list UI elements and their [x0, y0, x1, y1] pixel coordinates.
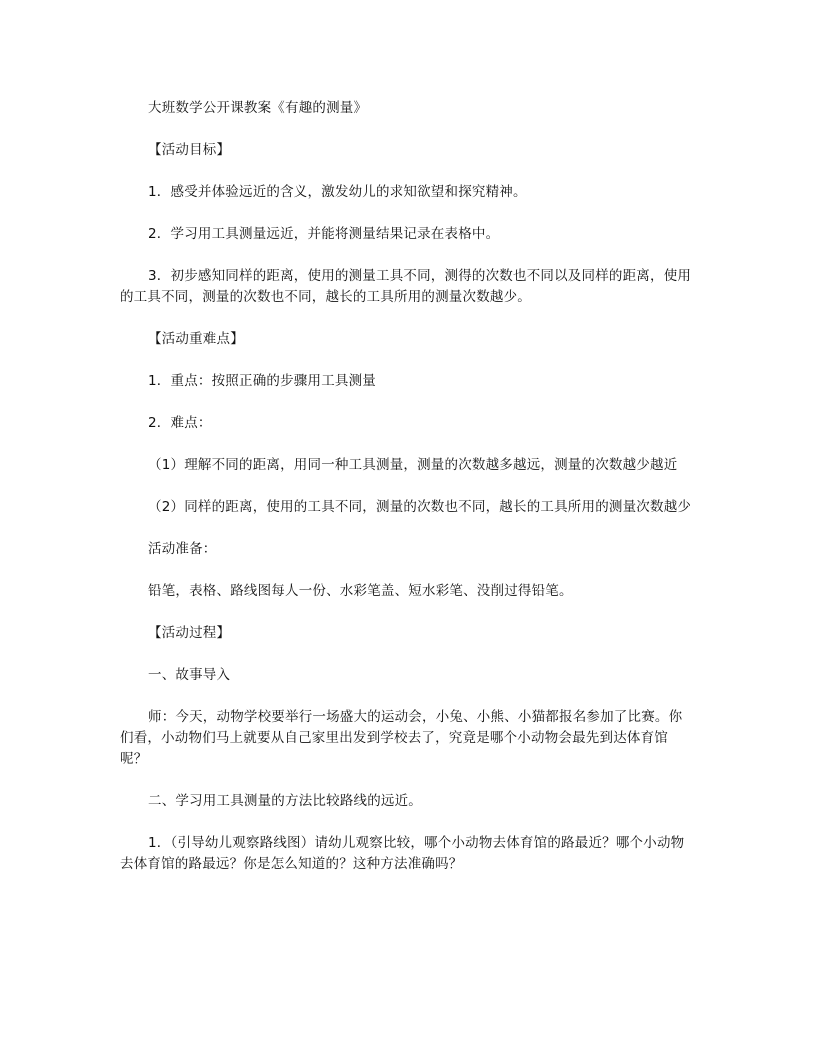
section-heading-goals: 【活动目标】 [148, 142, 231, 158]
paragraph-materials: 铅笔，表格、路线图每人一份、水彩笔盖、短水彩笔、没削过得铅笔。 [148, 583, 573, 599]
paragraph-observe-route: 1．（引导幼儿观察路线图）请幼儿观察比较，哪个小动物去体育馆的路最近？哪个小动物去体育馆的路最远？你是怎么知道的？这种方法准确吗？ [120, 835, 685, 872]
paragraph-measurement-heading: 二、学习用工具测量的方法比较路线的远近。 [148, 793, 422, 809]
paragraph-difficulty-1: （1）理解不同的距离，用同一种工具测量，测量的次数越多越远，测量的次数越少越近 [148, 457, 678, 473]
paragraph-difficulty: 2．难点： [148, 415, 212, 431]
paragraph-goal-3: 3．初步感知同样的距离，使用的测量工具不同，测得的次数也不同以及同样的距离，使用的工具不同，测量的次数也不同，越长的工具所用的测量次数越少。 [120, 268, 692, 305]
paragraph-key-point: 1．重点：按照正确的步骤用工具测量 [148, 373, 376, 389]
paragraph-goal-1: 1．感受并体验远近的含义，激发幼儿的求知欲望和探究精神。 [148, 184, 527, 200]
paragraph-story-intro-heading: 一、故事导入 [148, 667, 231, 683]
paragraph-goal-2: 2．学习用工具测量远近，并能将测量结果记录在表格中。 [148, 226, 500, 242]
section-heading-key-points: 【活动重难点】 [148, 331, 244, 347]
document-title: 大班数学公开课教案《有趣的测量》 [148, 100, 368, 116]
section-heading-process: 【活动过程】 [148, 625, 231, 641]
paragraph-story-intro: 师：今天，动物学校要举行一场盛大的运动会，小兔、小熊、小猫都报名参加了比赛。你们看，小动物们马上就要从自己家里出发到学校去了，究竟是哪个小动物会最先到达体育馆呢？ [120, 709, 683, 767]
document-body [120, 98, 694, 875]
section-heading-preparation: 活动准备： [148, 541, 217, 557]
paragraph-difficulty-2: （2）同样的距离，使用的工具不同，测量的次数也不同，越长的工具所用的测量次数越少 [148, 499, 692, 515]
